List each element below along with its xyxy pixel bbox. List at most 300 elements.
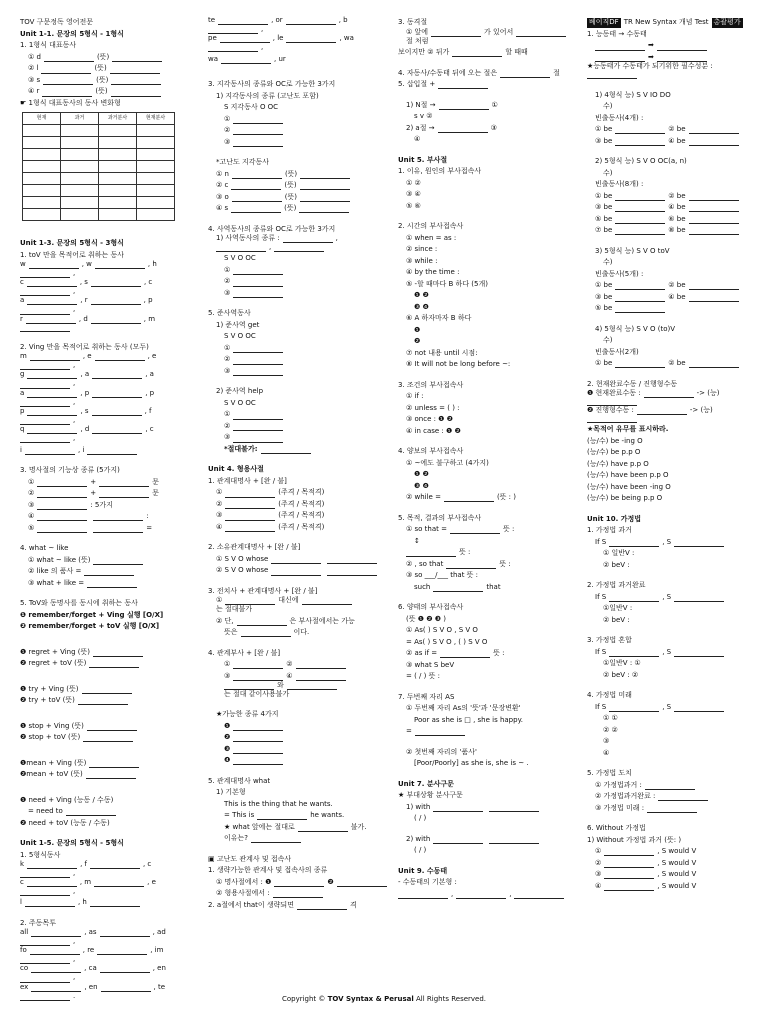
answer-blank[interactable] <box>44 54 94 62</box>
answer-blank[interactable] <box>296 673 346 681</box>
line-text: - 수동태의 기본형 : <box>398 878 457 887</box>
table-cell[interactable] <box>23 197 61 209</box>
line-text: , S <box>662 592 672 601</box>
answer-blank[interactable] <box>398 891 448 899</box>
answer-blank[interactable] <box>99 490 149 498</box>
worksheet-line <box>398 546 580 558</box>
answer-blank[interactable] <box>657 43 707 51</box>
answer-blank[interactable] <box>337 879 387 887</box>
answer-blank[interactable] <box>615 282 665 290</box>
answer-blank[interactable] <box>233 423 283 431</box>
answer-blank[interactable] <box>20 888 70 896</box>
table-cell[interactable] <box>23 173 61 185</box>
table-cell[interactable] <box>137 137 175 149</box>
table-cell[interactable] <box>61 197 99 209</box>
answer-blank[interactable] <box>30 947 80 955</box>
line-text: ❶ remember/forget + Ving 실행 [O/X] <box>20 610 164 619</box>
answer-blank[interactable] <box>111 77 161 85</box>
line-text: S 지각동사 O OC <box>224 103 279 112</box>
line-text: ② <box>595 858 602 867</box>
spacer <box>208 213 388 222</box>
answer-blank[interactable] <box>27 390 77 398</box>
line-text: , w <box>81 260 92 268</box>
spacer <box>587 570 757 579</box>
answer-blank[interactable] <box>438 125 488 133</box>
answer-blank[interactable] <box>25 447 75 455</box>
answer-blank[interactable] <box>300 171 350 179</box>
answer-blank[interactable] <box>615 305 665 313</box>
table-cell[interactable] <box>23 149 61 161</box>
answer-blank[interactable] <box>90 861 140 869</box>
answer-blank[interactable] <box>609 704 659 712</box>
answer-blank[interactable] <box>489 804 539 812</box>
answer-blank[interactable] <box>595 43 645 51</box>
line-text: 1) 4형식 능) S V IO DO <box>595 90 671 99</box>
answer-blank[interactable] <box>241 629 291 637</box>
answer-blank[interactable] <box>221 56 271 64</box>
line-text: ④ <box>286 671 293 680</box>
line-text: ② be <box>668 281 686 289</box>
table-cell[interactable] <box>137 149 175 161</box>
worksheet-line <box>20 860 198 878</box>
answer-blank[interactable] <box>233 723 283 731</box>
answer-blank[interactable] <box>514 891 564 899</box>
worksheet-line <box>398 690 580 702</box>
answer-blank[interactable] <box>433 836 483 844</box>
answer-blank[interactable] <box>91 279 141 287</box>
answer-blank[interactable] <box>658 793 708 801</box>
answer-blank[interactable] <box>233 734 283 742</box>
worksheet-line <box>587 634 757 646</box>
answer-blank[interactable] <box>208 44 258 52</box>
answer-blank[interactable] <box>27 861 77 869</box>
answer-blank[interactable] <box>27 371 77 379</box>
answer-blank[interactable] <box>251 835 301 843</box>
answer-blank[interactable] <box>29 261 79 269</box>
answer-blank[interactable] <box>20 270 70 278</box>
answer-blank[interactable] <box>43 77 93 85</box>
worksheet-line <box>398 98 580 110</box>
answer-blank[interactable] <box>20 362 70 370</box>
table-cell[interactable] <box>23 137 61 149</box>
answer-blank[interactable] <box>500 70 550 78</box>
table-cell[interactable] <box>137 185 175 197</box>
answer-blank[interactable] <box>433 584 483 592</box>
answer-blank[interactable] <box>78 697 128 705</box>
answer-blank[interactable] <box>97 947 147 955</box>
table-cell[interactable] <box>61 161 99 173</box>
answer-blank[interactable] <box>20 435 70 443</box>
table-cell[interactable] <box>137 209 175 221</box>
answer-blank[interactable] <box>609 594 659 602</box>
table-cell[interactable] <box>61 125 99 137</box>
answer-blank[interactable] <box>261 446 311 454</box>
answer-blank[interactable] <box>225 513 275 521</box>
answer-blank[interactable] <box>27 879 77 887</box>
worksheet-line <box>398 335 580 347</box>
worksheet-line <box>208 820 388 832</box>
answer-blank[interactable] <box>216 244 266 252</box>
answer-blank[interactable] <box>274 244 324 252</box>
table-cell[interactable] <box>23 125 61 137</box>
answer-blank[interactable] <box>302 597 352 605</box>
answer-blank[interactable] <box>92 426 142 434</box>
answer-blank[interactable] <box>100 929 150 937</box>
answer-blank[interactable] <box>92 408 142 416</box>
worksheet-line <box>208 34 388 52</box>
answer-blank[interactable] <box>20 381 70 389</box>
answer-blank[interactable] <box>95 353 145 361</box>
answer-blank[interactable] <box>42 89 92 97</box>
line-text: ➡ <box>648 52 654 61</box>
spacer <box>587 813 757 822</box>
answer-blank[interactable] <box>674 594 724 602</box>
answer-blank[interactable] <box>233 116 283 124</box>
table-cell[interactable] <box>137 197 175 209</box>
answer-blank[interactable] <box>225 524 275 532</box>
spacer <box>208 576 388 585</box>
answer-blank[interactable] <box>218 17 268 25</box>
answer-blank[interactable] <box>439 102 489 110</box>
answer-blank[interactable] <box>92 390 142 398</box>
answer-blank[interactable] <box>615 138 665 146</box>
answer-blank[interactable] <box>300 194 350 202</box>
worksheet-line <box>398 300 580 312</box>
answer-blank[interactable] <box>91 316 141 324</box>
answer-blank[interactable] <box>233 267 283 275</box>
answer-blank[interactable] <box>233 345 283 353</box>
answer-blank[interactable] <box>233 368 283 376</box>
line-text: , m <box>143 314 156 323</box>
table-cell[interactable] <box>137 161 175 173</box>
answer-blank[interactable] <box>615 227 665 235</box>
answer-blank[interactable] <box>444 494 494 502</box>
line-text: ① be <box>595 125 613 133</box>
line-text: ④ be <box>668 292 686 301</box>
answer-blank[interactable] <box>101 984 151 992</box>
answer-blank[interactable] <box>689 193 739 201</box>
answer-blank[interactable] <box>87 580 137 588</box>
answer-blank[interactable] <box>233 127 283 135</box>
answer-blank[interactable] <box>41 66 91 74</box>
answer-blank[interactable] <box>689 216 739 224</box>
answer-blank[interactable] <box>271 568 321 576</box>
line-text: 6. Without 가정법 <box>587 824 646 833</box>
answer-blank[interactable] <box>233 139 283 147</box>
answer-blank[interactable] <box>273 890 323 898</box>
answer-blank[interactable] <box>274 879 324 887</box>
answer-blank[interactable] <box>257 812 307 820</box>
table-cell[interactable] <box>23 209 61 221</box>
line-text: g <box>20 370 25 379</box>
answer-blank[interactable] <box>452 49 502 57</box>
answer-blank[interactable] <box>37 490 87 498</box>
answer-blank[interactable] <box>100 965 150 973</box>
answer-blank[interactable] <box>327 568 377 576</box>
answer-blank[interactable] <box>233 673 283 681</box>
answer-blank[interactable] <box>689 138 739 146</box>
answer-blank[interactable] <box>300 182 350 190</box>
answer-blank[interactable] <box>415 728 465 736</box>
answer-blank[interactable] <box>93 525 143 533</box>
table-cell[interactable] <box>61 137 99 149</box>
table-cell[interactable] <box>61 173 99 185</box>
answer-blank[interactable] <box>286 35 336 43</box>
answer-blank[interactable] <box>587 398 637 406</box>
worksheet-line <box>587 579 757 591</box>
answer-blank[interactable] <box>20 417 70 425</box>
answer-blank[interactable] <box>604 848 654 856</box>
answer-blank[interactable] <box>99 479 149 487</box>
line-text: 5. 가정법 도치 <box>587 769 632 778</box>
answer-blank[interactable] <box>82 686 132 694</box>
worksheet-line <box>208 264 388 276</box>
answer-blank[interactable] <box>87 447 137 455</box>
answer-blank[interactable] <box>86 771 136 779</box>
table-cell[interactable] <box>137 173 175 185</box>
answer-blank[interactable] <box>20 288 70 296</box>
answer-blank[interactable] <box>604 860 654 868</box>
answer-blank[interactable] <box>237 618 287 626</box>
answer-blank[interactable] <box>30 353 80 361</box>
answer-blank[interactable] <box>232 194 282 202</box>
answer-blank[interactable] <box>456 891 506 899</box>
answer-blank[interactable] <box>645 782 695 790</box>
answer-blank[interactable] <box>644 390 694 398</box>
line-text: 할 때때 <box>505 48 528 57</box>
answer-blank[interactable] <box>489 836 539 844</box>
answer-blank[interactable] <box>27 297 77 305</box>
table-cell[interactable] <box>99 209 137 221</box>
table-cell[interactable] <box>61 185 99 197</box>
answer-blank[interactable] <box>689 294 739 302</box>
answer-blank[interactable] <box>112 54 162 62</box>
answer-blank[interactable] <box>89 660 139 668</box>
answer-blank[interactable] <box>286 17 336 25</box>
answer-blank[interactable] <box>225 597 275 605</box>
table-cell[interactable] <box>23 161 61 173</box>
answer-blank[interactable] <box>91 297 141 305</box>
answer-blank[interactable] <box>83 734 133 742</box>
line-text: c <box>20 278 24 287</box>
answer-blank[interactable] <box>31 984 81 992</box>
answer-blank[interactable] <box>446 561 496 569</box>
answer-blank[interactable] <box>20 307 70 315</box>
table-cell[interactable] <box>99 137 137 149</box>
answer-blank[interactable] <box>604 871 654 879</box>
answer-blank[interactable] <box>516 29 566 37</box>
worksheet-line <box>587 833 757 845</box>
answer-blank[interactable] <box>233 746 283 754</box>
answer-blank[interactable] <box>283 235 333 243</box>
line-text: ② <box>216 499 223 508</box>
line-text: , e <box>82 352 92 361</box>
answer-blank[interactable] <box>233 757 283 765</box>
line-text: ⑦ be <box>595 226 613 234</box>
answer-blank[interactable] <box>674 704 724 712</box>
line-text: , en <box>84 982 98 991</box>
answer-blank[interactable] <box>674 539 724 547</box>
answer-blank[interactable] <box>233 661 283 669</box>
worksheet-line <box>208 287 388 299</box>
worksheet-line <box>587 668 757 680</box>
answer-blank[interactable] <box>587 71 637 79</box>
answer-blank[interactable] <box>233 357 283 365</box>
answer-blank[interactable] <box>87 723 137 731</box>
line-text: ① <box>224 343 231 352</box>
answer-blank[interactable] <box>595 54 645 62</box>
answer-blank[interactable] <box>20 975 70 983</box>
answer-blank[interactable] <box>233 290 283 298</box>
answer-blank[interactable] <box>637 407 687 415</box>
answer-blank[interactable] <box>615 360 665 368</box>
table-cell[interactable] <box>99 197 137 209</box>
worksheet-line <box>20 475 198 487</box>
worksheet-line <box>398 702 580 714</box>
answer-blank[interactable] <box>231 182 281 190</box>
test-badge: 총괄평가 <box>713 18 741 27</box>
answer-blank[interactable] <box>93 649 143 657</box>
answer-blank[interactable] <box>615 294 665 302</box>
answer-blank[interactable] <box>31 929 81 937</box>
answer-blank[interactable] <box>609 539 659 547</box>
answer-blank[interactable] <box>271 556 321 564</box>
answer-blank[interactable] <box>111 89 161 97</box>
answer-blank[interactable] <box>689 204 739 212</box>
answer-blank[interactable] <box>615 126 665 134</box>
answer-blank[interactable] <box>20 399 70 407</box>
answer-blank[interactable] <box>220 35 270 43</box>
answer-blank[interactable] <box>657 54 707 62</box>
table-cell[interactable] <box>61 209 99 221</box>
answer-blank[interactable] <box>20 938 70 946</box>
answer-blank[interactable] <box>296 661 346 669</box>
answer-blank[interactable] <box>231 205 281 213</box>
answer-blank[interactable] <box>233 435 283 443</box>
answer-blank[interactable] <box>297 902 347 910</box>
answer-blank[interactable] <box>208 26 258 34</box>
answer-blank[interactable] <box>232 171 282 179</box>
answer-blank[interactable] <box>37 513 87 521</box>
answer-blank[interactable] <box>37 525 87 533</box>
answer-blank[interactable] <box>299 205 349 213</box>
answer-blank[interactable] <box>27 426 77 434</box>
answer-blank[interactable] <box>20 870 70 878</box>
answer-blank[interactable] <box>406 549 456 557</box>
line-text: 5. 목적, 결과의 부사접속사 <box>398 513 482 522</box>
table-cell[interactable] <box>99 149 137 161</box>
line-text: ❹ <box>224 756 231 765</box>
worksheet-line <box>20 597 198 609</box>
line-text: *고난도 지각동사 <box>216 158 270 167</box>
table-cell[interactable] <box>99 125 137 137</box>
line-text: ① ~에도 불구하고 (4가지) <box>406 458 489 467</box>
table-cell[interactable] <box>99 185 137 197</box>
line-text: ⑥ be <box>668 214 686 223</box>
answer-blank[interactable] <box>615 204 665 212</box>
answer-blank[interactable] <box>20 324 70 332</box>
answer-blank[interactable] <box>225 490 275 498</box>
answer-blank[interactable] <box>37 479 87 487</box>
answer-blank[interactable] <box>25 899 75 907</box>
answer-blank[interactable] <box>224 682 274 690</box>
answer-blank[interactable] <box>93 513 143 521</box>
answer-blank[interactable] <box>225 501 275 509</box>
answer-blank[interactable] <box>298 824 348 832</box>
answer-blank[interactable] <box>287 682 337 690</box>
answer-blank[interactable] <box>233 279 283 287</box>
answer-blank[interactable] <box>689 227 739 235</box>
worksheet-line <box>208 365 388 377</box>
answer-blank[interactable] <box>450 526 500 534</box>
answer-blank[interactable] <box>587 415 637 423</box>
table-cell[interactable] <box>23 185 61 197</box>
answer-blank[interactable] <box>431 29 481 37</box>
worksheet-line <box>398 658 580 670</box>
answer-blank[interactable] <box>94 879 144 887</box>
answer-blank[interactable] <box>26 316 76 324</box>
answer-blank[interactable] <box>604 883 654 891</box>
answer-blank[interactable] <box>440 650 490 658</box>
worksheet-line <box>20 816 198 828</box>
answer-blank[interactable] <box>37 502 87 510</box>
line-text: ① be <box>595 359 613 367</box>
answer-blank[interactable] <box>27 408 77 416</box>
answer-blank[interactable] <box>689 282 739 290</box>
answer-blank[interactable] <box>31 965 81 973</box>
answer-blank[interactable] <box>689 360 739 368</box>
answer-blank[interactable] <box>674 649 724 657</box>
answer-blank[interactable] <box>84 568 134 576</box>
table-cell[interactable] <box>61 149 99 161</box>
answer-blank[interactable] <box>95 261 145 269</box>
answer-blank[interactable] <box>689 126 739 134</box>
line-text: co <box>20 964 29 973</box>
worksheet-line <box>587 480 757 492</box>
answer-blank[interactable] <box>110 66 160 74</box>
table-cell[interactable] <box>137 125 175 137</box>
line-text: , <box>73 361 76 370</box>
line-text: k <box>20 859 25 868</box>
answer-blank[interactable] <box>90 899 140 907</box>
answer-blank[interactable] <box>615 193 665 201</box>
line-text: ❷ <box>224 733 231 742</box>
worksheet-line <box>587 645 757 657</box>
table-cell[interactable] <box>99 161 137 173</box>
answer-blank[interactable] <box>27 279 77 287</box>
line-text: , f <box>80 859 87 868</box>
answer-blank[interactable] <box>93 557 143 565</box>
answer-blank[interactable] <box>609 649 659 657</box>
answer-blank[interactable] <box>615 216 665 224</box>
answer-blank[interactable] <box>233 412 283 420</box>
answer-blank[interactable] <box>433 804 483 812</box>
line-text: ② be <box>668 359 686 367</box>
answer-blank[interactable] <box>327 556 377 564</box>
answer-blank[interactable] <box>92 371 142 379</box>
answer-blank[interactable] <box>20 956 70 964</box>
line-text: ③ while : <box>406 256 438 265</box>
answer-blank[interactable] <box>647 805 697 813</box>
answer-blank[interactable] <box>89 760 139 768</box>
line-text: te <box>208 16 216 24</box>
table-cell[interactable] <box>99 173 137 185</box>
worksheet-line <box>587 689 757 701</box>
line-text: ★ what 앞에는 절대로 <box>224 822 295 831</box>
worksheet-line <box>587 457 757 469</box>
answer-blank[interactable] <box>438 81 488 89</box>
answer-blank[interactable] <box>66 808 116 816</box>
